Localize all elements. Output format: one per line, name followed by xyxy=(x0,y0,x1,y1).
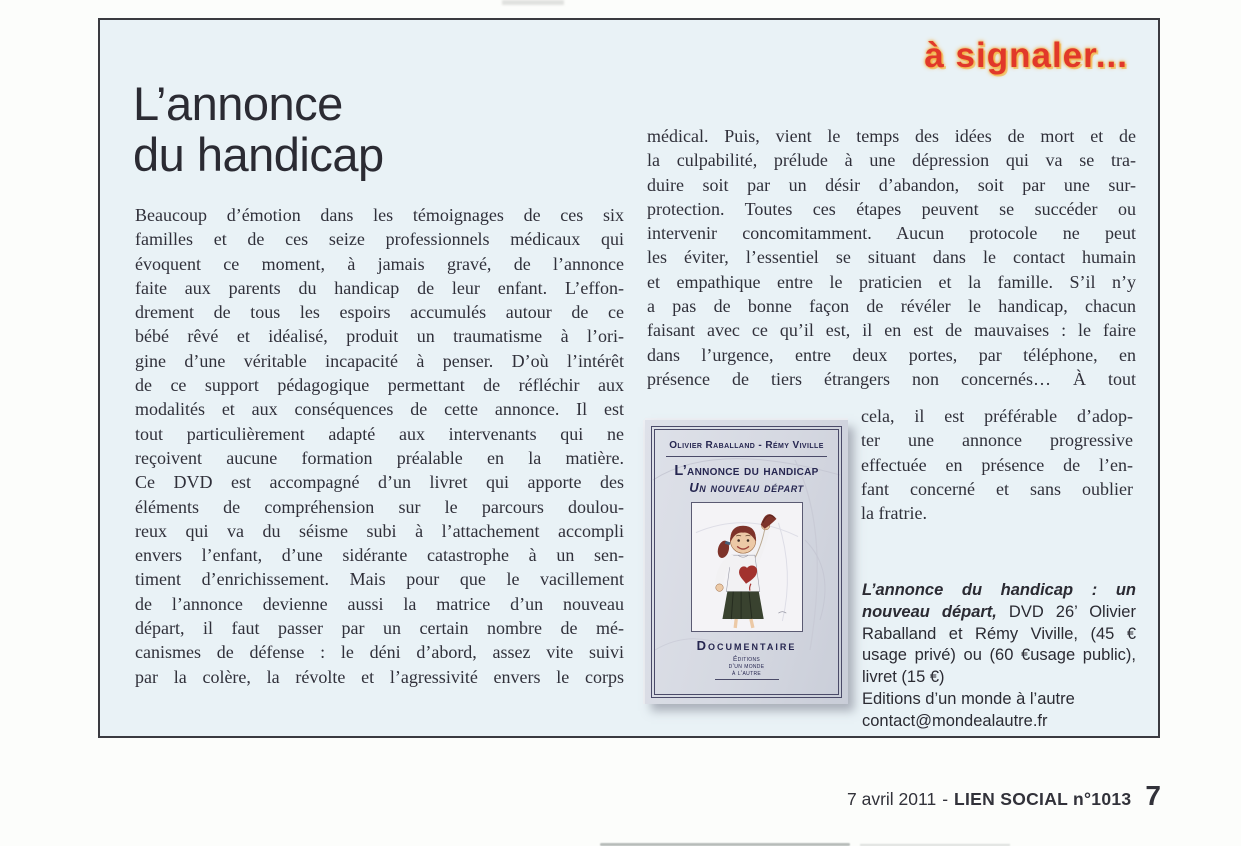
body-text-line: reux qui va du séisme subi à l’attachement accompli xyxy=(135,520,624,541)
body-text-line: la fratrie. xyxy=(861,503,927,524)
publisher-logo xyxy=(715,656,779,680)
body-text-line: évoquent ce moment, à jamais gravé, de l’annonce xyxy=(135,253,624,274)
dvd-title: L’annonce du handicap xyxy=(674,463,819,479)
body-text-line: envers l’enfant, d’une sidérante catastrophe à un sen- xyxy=(135,545,624,566)
article-left-column xyxy=(135,203,624,689)
publisher-logo-line: Éditions xyxy=(732,656,760,663)
page-footer xyxy=(847,780,1161,812)
body-text-line: présence de tiers étrangers non concernés… À tout xyxy=(647,368,1136,389)
article-wrap-column xyxy=(861,404,1133,525)
body-text-line: faisant avec ce qu’il est, il en est de mauvaises : le faire xyxy=(647,320,1136,341)
footer-separator: - xyxy=(942,789,949,809)
body-text-line: drement de tous les espoirs accumulés autour de ce xyxy=(135,302,624,323)
caption-credits: DVD 26’ Olivier Raballand et Rémy Viville, (45 € usage privé) ou (60 €usage public), livret (15 €) xyxy=(862,602,1136,687)
article-panel xyxy=(98,18,1160,738)
girl-illustration xyxy=(692,503,802,631)
scan-artifact xyxy=(502,0,564,5)
body-text-line: Beaucoup d’émotion dans les témoignages de ces six xyxy=(135,205,624,225)
body-text-line: médical. Puis, vient le temps des idées de mort et de xyxy=(647,126,1136,146)
article-title xyxy=(133,78,384,180)
caption-publisher: Editions d’un monde à l’autre xyxy=(862,689,1075,708)
body-text-line: de ce support pédagogique permettant de réfléchir aux xyxy=(135,375,624,396)
body-text-line: par la colère, la révolte et l’agressivité envers le corps xyxy=(135,666,624,687)
footer-page-number: 7 xyxy=(1145,780,1161,811)
body-text-line: duire soit par un désir d’abandon, soit par une sur- xyxy=(647,174,1136,195)
body-text-line: dans l’urgence, entre deux portes, par téléphone, en xyxy=(647,344,1136,365)
body-text-line: effectuée en présence de l’en- xyxy=(861,454,1133,475)
body-text-line: la culpabilité, prélude à une dépression qui va se tra- xyxy=(647,150,1136,171)
publisher-logo-line: d’un monde xyxy=(728,663,765,670)
caption-paragraph xyxy=(862,580,1136,689)
footer-magazine-issue: LIEN SOCIAL n°1013 xyxy=(954,789,1132,809)
footer-date: 7 avril 2011 xyxy=(847,789,937,809)
dvd-divider xyxy=(666,456,827,457)
body-text-line: éléments de compréhension sur le parcours doulou- xyxy=(135,496,624,517)
body-text-line: protection. Toutes ces étapes peuvent se succéder ou xyxy=(647,198,1136,219)
body-text-line: et empathique entre le praticien et la famille. S’il n’y xyxy=(647,271,1136,292)
dvd-subtitle: Un nouveau départ xyxy=(689,480,804,495)
body-text-line: départ, il faut passer par un certain nombre de mé- xyxy=(135,618,624,639)
body-text-line: canismes de défense : le déni d’abord, assez vite suivi xyxy=(135,642,624,663)
body-text-line: tout particulièrement adapté aux intervenants qui ne xyxy=(135,423,624,444)
article-title-line1: L’annonce xyxy=(133,77,343,130)
dvd-caption xyxy=(862,580,1136,733)
body-text-line: ter une annonce progressive xyxy=(861,430,1133,451)
article-right-column xyxy=(647,124,1136,391)
body-text-line: intervenir concomitamment. Aucun protocole ne peut xyxy=(647,223,1136,244)
dvd-cover-inner-frame xyxy=(654,429,839,695)
body-text-line: bébé rêvé et idéalisé, produit un traumatisme à l’ori- xyxy=(135,326,624,347)
dvd-authors: Olivier Raballand - Rémy Viville xyxy=(669,440,824,451)
body-text-line: reçoivent aucune formation préalable en la matière. xyxy=(135,447,624,468)
dvd-cover xyxy=(645,420,848,704)
article-title-line2: du handicap xyxy=(133,128,384,181)
caption-title: L’annonce du handicap : un nouveau départ, xyxy=(862,581,1136,621)
section-label: à signaler... xyxy=(924,36,1128,75)
body-text-line: cela, il est préférable d’adop- xyxy=(861,406,1133,426)
body-text-line: faite aux parents du handicap de leur enfant. L’effon- xyxy=(135,277,624,298)
publisher-logo-line: à l’autre xyxy=(731,670,761,677)
body-text-line: les éviter, l’essentiel se situant dans le contact humain xyxy=(647,247,1136,268)
caption-email: contact@mondealautre.fr xyxy=(862,711,1048,730)
body-text-line: gine d’une véritable incapacité à penser. D’où l’intérêt xyxy=(135,350,624,371)
body-text-line: fant concerné et sans oublier xyxy=(861,478,1133,499)
body-text-line: timent d’enrichissement. Mais pour que le vacillement xyxy=(135,569,624,590)
dvd-genre: Documentaire xyxy=(696,638,797,653)
body-text-line: familles et de ces seize professionnels médicaux qui xyxy=(135,229,624,250)
body-text-line: de l’annonce devienne aussi la matrice d’un nouveau xyxy=(135,593,624,614)
body-text-line: modalités et aux conséquences de cette annonce. Il est xyxy=(135,399,624,420)
dvd-illustration-frame xyxy=(691,502,803,632)
body-text-line: Ce DVD est accompagné d’un livret qui apporte des xyxy=(135,472,624,493)
body-text-line: a pas de bonne façon de révéler le handicap, chacun xyxy=(647,296,1136,317)
